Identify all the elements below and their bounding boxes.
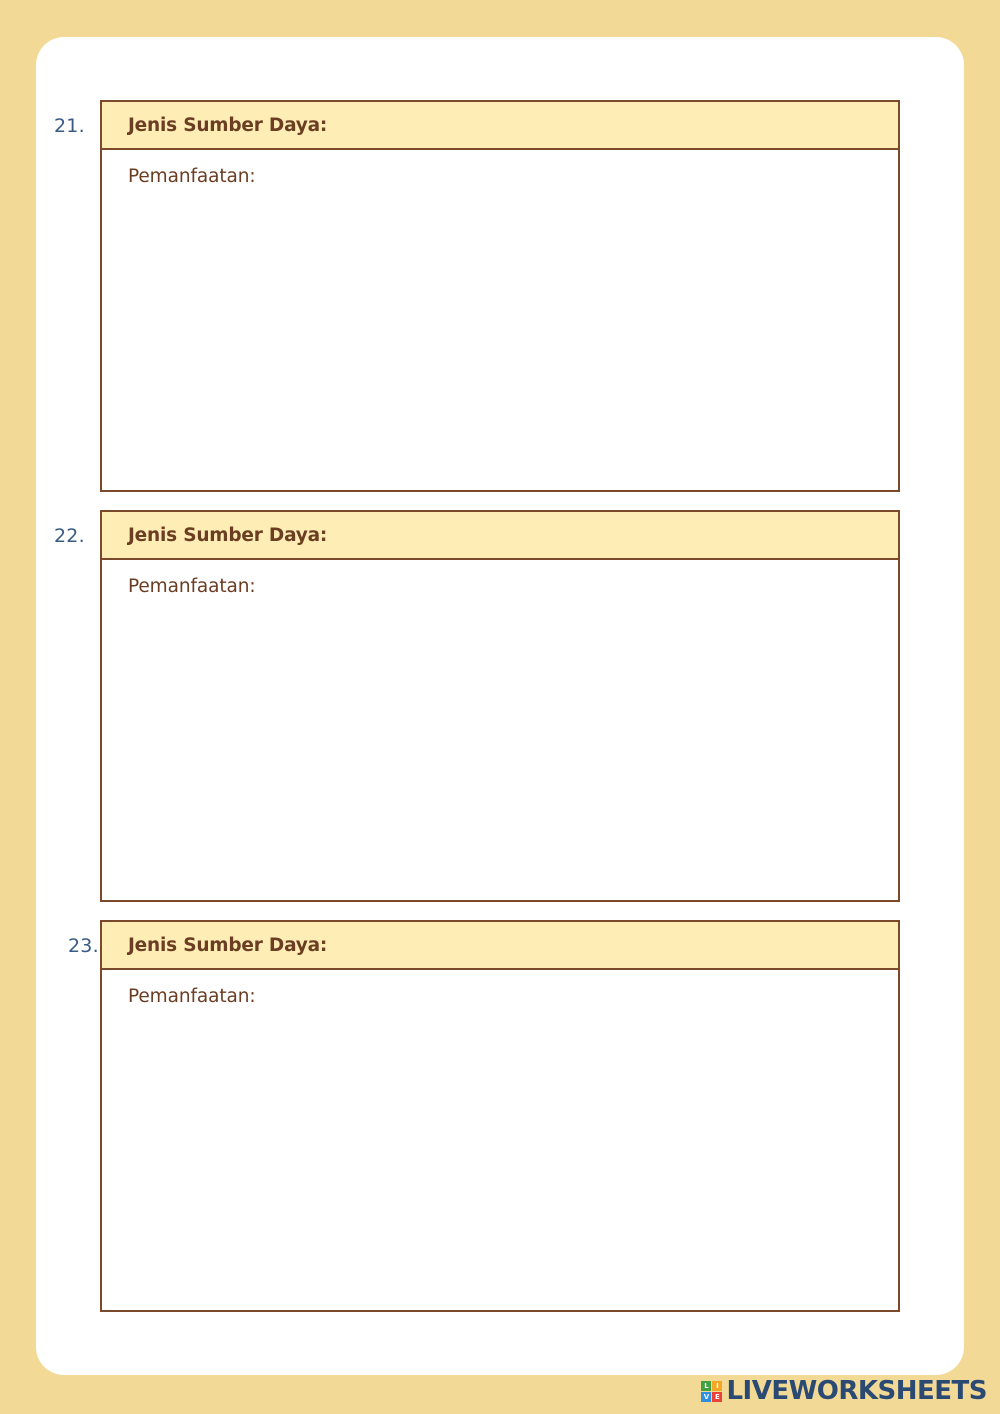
usage-section [102, 150, 898, 490]
logo-letter: E [712, 1392, 722, 1402]
usage-answer-area[interactable] [126, 200, 874, 472]
logo-letter: V [701, 1392, 711, 1402]
usage-section [102, 970, 898, 1310]
liveworksheets-brand [701, 1376, 987, 1406]
usage-section [102, 560, 898, 900]
question-number: 21. [54, 115, 85, 137]
usage-answer-area[interactable] [126, 610, 874, 882]
brand-name: LIVEWORKSHEETS [726, 1376, 987, 1406]
usage-answer-area[interactable] [126, 1020, 874, 1292]
resource-type-field[interactable] [102, 102, 898, 150]
usage-label: Pemanfaatan: [128, 986, 256, 1007]
logo-letter: I [712, 1381, 722, 1391]
question-number: 22. [54, 525, 85, 547]
liveworksheets-logo-icon [701, 1381, 722, 1402]
question-number: 23. [68, 935, 99, 957]
answer-card [100, 510, 900, 902]
usage-label: Pemanfaatan: [128, 166, 256, 187]
resource-type-field[interactable] [102, 922, 898, 970]
logo-letter: L [701, 1381, 711, 1391]
answer-card [100, 920, 900, 1312]
answer-card [100, 100, 900, 492]
resource-type-label: Jenis Sumber Daya: [128, 524, 328, 546]
resource-type-label: Jenis Sumber Daya: [128, 114, 328, 136]
usage-label: Pemanfaatan: [128, 576, 256, 597]
resource-type-label: Jenis Sumber Daya: [128, 934, 328, 956]
resource-type-field[interactable] [102, 512, 898, 560]
